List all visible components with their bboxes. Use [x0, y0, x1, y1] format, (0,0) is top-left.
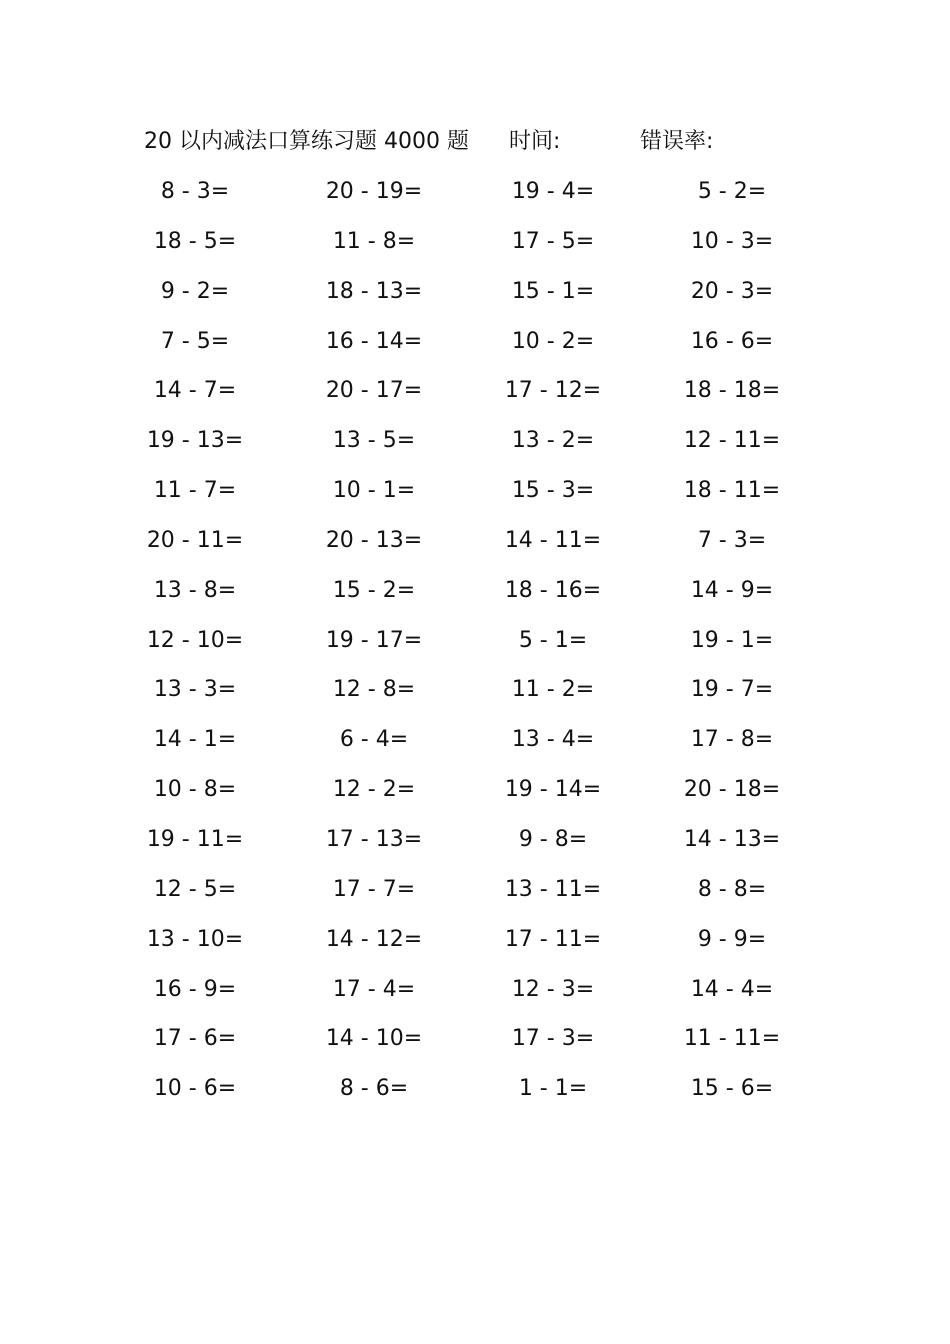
problem-cell: 15 - 1=	[511, 278, 595, 304]
problem-cell: 15 - 3=	[511, 478, 595, 504]
problem-cell: 14 - 13=	[683, 826, 781, 852]
problem-cell: 9 - 2=	[160, 278, 230, 304]
problem-cell: 18 - 16=	[504, 577, 602, 603]
problem-cell: 14 - 11=	[504, 527, 602, 553]
problem-row	[0, 720, 950, 770]
problem-cell: 11 - 11=	[683, 1026, 781, 1052]
problem-cell: 10 - 8=	[153, 777, 237, 803]
problem-cell: 14 - 10=	[325, 1026, 423, 1052]
problem-cell: 5 - 2=	[697, 179, 767, 204]
problem-row	[0, 820, 950, 870]
error-rate-label: 错误率:	[640, 129, 714, 154]
worksheet-header	[0, 124, 950, 160]
problem-row	[0, 670, 950, 720]
problem-row	[0, 172, 950, 222]
problem-cell: 20 - 13=	[325, 527, 423, 553]
problem-cell: 17 - 8=	[690, 727, 774, 753]
problem-cell: 20 - 17=	[325, 378, 423, 404]
problem-cell: 17 - 7=	[332, 876, 416, 902]
problem-cell: 17 - 3=	[511, 1026, 595, 1052]
problem-row	[0, 920, 950, 970]
problem-cell: 16 - 14=	[325, 328, 423, 354]
problem-row	[0, 322, 950, 372]
worksheet-title: 20 以内减法口算练习题 4000 题	[144, 129, 469, 154]
problem-cell: 19 - 17=	[325, 627, 423, 653]
problem-cell: 19 - 14=	[504, 777, 602, 803]
problem-cell: 10 - 6=	[153, 1076, 237, 1102]
problem-cell: 15 - 6=	[690, 1076, 774, 1102]
problem-cell: 19 - 4=	[511, 179, 595, 204]
problem-row	[0, 371, 950, 421]
problem-cell: 20 - 18=	[683, 777, 781, 803]
problem-cell: 19 - 1=	[690, 627, 774, 653]
problem-cell: 13 - 10=	[146, 926, 244, 952]
time-label: 时间:	[509, 129, 561, 154]
problem-row	[0, 970, 950, 1020]
problem-cell: 11 - 7=	[153, 478, 237, 504]
problem-cell: 12 - 8=	[332, 677, 416, 703]
problem-cell: 20 - 11=	[146, 527, 244, 553]
problem-cell: 18 - 18=	[683, 378, 781, 404]
problem-cell: 17 - 6=	[153, 1026, 237, 1052]
problem-cell: 8 - 6=	[339, 1076, 409, 1102]
problem-row	[0, 571, 950, 621]
problem-cell: 13 - 3=	[153, 677, 237, 703]
problem-cell: 13 - 11=	[504, 876, 602, 902]
problem-cell: 17 - 13=	[325, 826, 423, 852]
problem-cell: 19 - 7=	[690, 677, 774, 703]
problem-grid	[0, 172, 950, 1119]
problem-cell: 12 - 5=	[153, 876, 237, 902]
problem-cell: 17 - 11=	[504, 926, 602, 952]
problem-cell: 8 - 8=	[697, 876, 767, 902]
problem-row	[0, 1019, 950, 1069]
problem-cell: 12 - 11=	[683, 428, 781, 454]
problem-cell: 20 - 19=	[325, 179, 423, 204]
problem-cell: 11 - 8=	[332, 228, 416, 254]
problem-row	[0, 222, 950, 272]
problem-cell: 17 - 12=	[504, 378, 602, 404]
problem-cell: 19 - 11=	[146, 826, 244, 852]
problem-cell: 10 - 3=	[690, 228, 774, 254]
problem-cell: 7 - 5=	[160, 328, 230, 354]
problem-cell: 14 - 4=	[690, 976, 774, 1002]
problem-cell: 16 - 9=	[153, 976, 237, 1002]
problem-cell: 20 - 3=	[690, 278, 774, 304]
problem-row	[0, 621, 950, 671]
problem-cell: 14 - 12=	[325, 926, 423, 952]
problem-row	[0, 272, 950, 322]
problem-cell: 13 - 2=	[511, 428, 595, 454]
problem-cell: 11 - 2=	[511, 677, 595, 703]
problem-cell: 19 - 13=	[146, 428, 244, 454]
problem-cell: 12 - 10=	[146, 627, 244, 653]
problem-cell: 14 - 1=	[153, 727, 237, 753]
problem-row	[0, 870, 950, 920]
problem-cell: 13 - 8=	[153, 577, 237, 603]
problem-cell: 12 - 3=	[511, 976, 595, 1002]
problem-cell: 18 - 5=	[153, 228, 237, 254]
problem-cell: 9 - 8=	[518, 826, 588, 852]
problem-cell: 14 - 9=	[690, 577, 774, 603]
problem-cell: 18 - 11=	[683, 478, 781, 504]
problem-cell: 7 - 3=	[697, 527, 767, 553]
problem-cell: 6 - 4=	[339, 727, 409, 753]
problem-cell: 10 - 1=	[332, 478, 416, 504]
problem-row	[0, 471, 950, 521]
problem-cell: 12 - 2=	[332, 777, 416, 803]
problem-cell: 5 - 1=	[518, 627, 588, 653]
problem-cell: 13 - 5=	[332, 428, 416, 454]
problem-cell: 8 - 3=	[160, 179, 230, 204]
problem-cell: 16 - 6=	[690, 328, 774, 354]
problem-cell: 17 - 5=	[511, 228, 595, 254]
problem-cell: 13 - 4=	[511, 727, 595, 753]
problem-cell: 15 - 2=	[332, 577, 416, 603]
problem-cell: 17 - 4=	[332, 976, 416, 1002]
problem-cell: 18 - 13=	[325, 278, 423, 304]
problem-cell: 10 - 2=	[511, 328, 595, 354]
problem-cell: 9 - 9=	[697, 926, 767, 952]
problem-cell: 14 - 7=	[153, 378, 237, 404]
problem-row	[0, 521, 950, 571]
problem-cell: 1 - 1=	[518, 1076, 588, 1102]
problem-row	[0, 1069, 950, 1119]
problem-row	[0, 770, 950, 820]
problem-row	[0, 421, 950, 471]
